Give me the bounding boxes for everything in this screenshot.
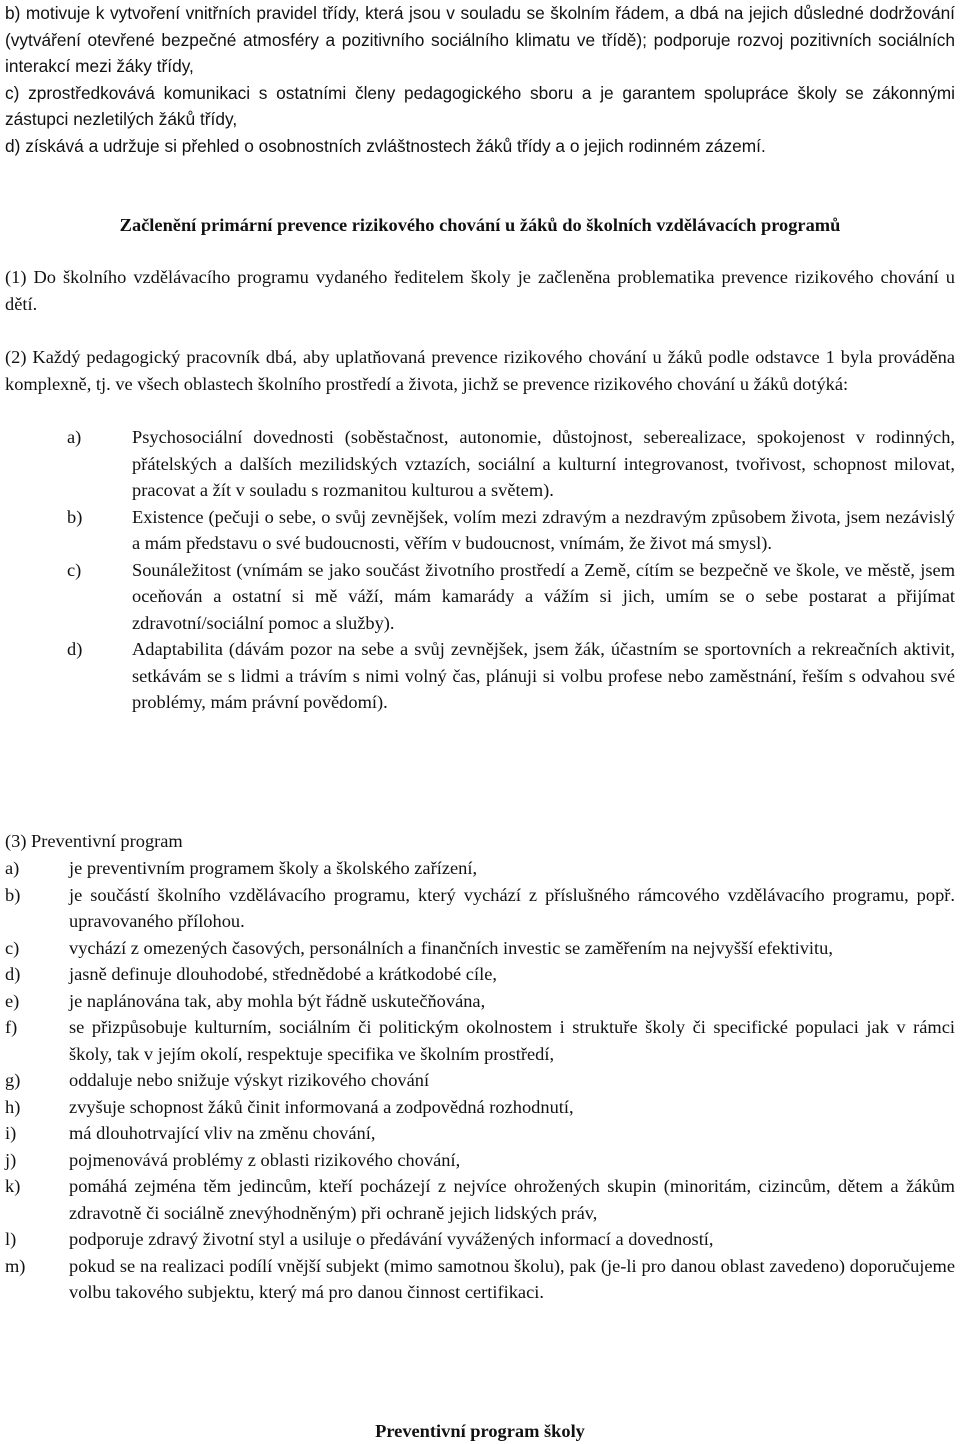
list-item-text: Adaptabilita (dávám pozor na sebe a svůj zevnějšek, jsem žák, účastním se sportovních a rekreačních aktivit, setkávám se s lidmi a trávím s nimi volný čas, plánuji si volbu profese nebo zaměstnání, řeším s odvahou své problémy, mám právní povědomí). — [132, 639, 955, 712]
list-marker: d) — [67, 639, 83, 659]
list-item-text: Sounáležitost (vnímám se jako součást životního prostředí a Země, cítím se bezpečně ve škole, ve městě, jsem oceňován a ostatní si mě váží, mám kamarády a vážím si jich, umím se o sebe postarat a přijímat zdravotní/sociální pomoc a služby). — [132, 559, 955, 633]
list-marker: k) — [5, 1176, 21, 1196]
list-marker: h) — [5, 1096, 21, 1117]
list-item — [5, 1147, 955, 1174]
psychosocial-list — [5, 424, 955, 716]
list-item — [5, 1014, 955, 1067]
paragraph-2: (2) Každý pedagogický pracovník dbá, aby uplatňovaná prevence rizikového chování u žáků podle odstavce 1 byla prováděna komplexně, tj. ve všech oblastech školního prostředí a života, jichž se prevence rizikového chování u žáků dotýká: — [5, 347, 955, 394]
list-marker: b) — [5, 3, 21, 23]
list-item-text: pojmenovává problémy z oblasti rizikového chování, — [69, 1149, 461, 1170]
paragraph-1: (1) Do školního vzdělávacího programu vydaného ředitelem školy je začleněna problematika prevence rizikového chování u dětí. — [5, 267, 955, 314]
list-marker: c) — [5, 82, 20, 103]
preventive-program-list — [5, 855, 955, 1306]
list-item-text: pokud se na realizaci podílí vnější subjekt (mimo samotnou školu), pak (je-li pro danou oblast zavedeno) doporučujeme volbu takového subjektu, který má pro danou činnost certifikaci. — [69, 1255, 955, 1302]
list-item-text: motivuje k vytvoření vnitřních pravidel třídy, která jsou v souladu se školním řádem, a dbá na jejich důsledné dodržování (vytváření otevřené bezpečné atmosféry a pozitivního sociálního klimatu ve třídě); podporuje rozvoj pozitivních sociálních interakcí mezi žáky třídy, — [5, 3, 955, 76]
list-marker: d) — [5, 964, 21, 984]
list-item-text: Existence (pečuji o sebe, o svůj zevnějšek, volím mezi zdravým a nezdravým způsobem života, jsem nezávislý a mám představu o své budoucnosti, věřím v budoucnost, vnímám, že život má smysl). — [132, 506, 955, 553]
list-marker: g) — [5, 1070, 21, 1090]
list-item — [5, 424, 955, 504]
list-item — [5, 1067, 955, 1094]
list-marker: c) — [67, 559, 82, 580]
list-item-text: oddaluje nebo snižuje výskyt rizikového chování — [69, 1070, 430, 1090]
list-item-text: pomáhá zejména těm jedincům, kteří pocházejí z nejvíce ohrožených skupin (minoritám, cizincům, dětem a žákům zdravotně či sociálně znevýhodněným) při ochraně jejich lidských práv, — [69, 1176, 955, 1223]
footer-heading: Preventivní program školy — [375, 1421, 585, 1441]
list-item-text: podporuje zdravý životní styl a usiluje o předávání vyvážených informací a dovedností, — [69, 1229, 714, 1249]
list-item-text: získává a udržuje si přehled o osobnostních zvláštnostech žáků třídy a o jejich rodinném zázemí. — [25, 135, 766, 156]
class-teacher-duties-list — [5, 0, 955, 159]
list-item — [5, 504, 955, 557]
list-item — [5, 557, 955, 637]
list-item-text: zprostředkovává komunikaci s ostatními členy pedagogického sboru a je garantem spolupráce školy se zákonnými zástupci nezletilých žáků třídy, — [5, 82, 955, 129]
list-item-text: je naplánována tak, aby mohla být řádně uskutečňována, — [69, 990, 486, 1011]
list-marker: b) — [5, 884, 21, 905]
list-item — [5, 0, 955, 80]
list-item — [5, 935, 955, 962]
list-marker: i) — [5, 1123, 17, 1143]
list-marker: a) — [5, 858, 20, 878]
list-marker: m) — [5, 1255, 26, 1276]
list-item — [5, 133, 955, 160]
list-item-text: vychází z omezených časových, personálních a finančních investic se zaměřením na nejvyšší efektivitu, — [69, 937, 833, 958]
paragraph-3-title: (3) Preventivní program — [5, 831, 183, 851]
list-item — [5, 1173, 955, 1226]
list-item-text: má dlouhotrvající vliv na změnu chování, — [69, 1123, 376, 1143]
list-item — [5, 988, 955, 1015]
list-item-text: jasně definuje dlouhodobé, střednědobé a krátkodobé cíle, — [69, 964, 497, 984]
list-item — [5, 882, 955, 935]
list-item-text: zvyšuje schopnost žáků činit informovaná a zodpovědná rozhodnutí, — [69, 1096, 574, 1117]
list-item — [5, 961, 955, 988]
list-item-text: je preventivním programem školy a školského zařízení, — [69, 858, 478, 878]
list-item — [5, 636, 955, 716]
list-item-text: je součástí školního vzdělávacího programu, který vychází z příslušného rámcového vzdělávacího programu, popř. upravovaného přílohou. — [69, 884, 955, 931]
list-marker: l) — [5, 1229, 17, 1249]
list-item — [5, 855, 955, 882]
list-marker: e) — [5, 990, 20, 1011]
list-item — [5, 1226, 955, 1253]
list-item — [5, 1253, 955, 1306]
list-marker: a) — [67, 427, 82, 447]
list-marker: j) — [5, 1149, 17, 1170]
list-marker: c) — [5, 937, 20, 958]
list-item — [5, 1094, 955, 1121]
list-marker: b) — [67, 506, 83, 527]
list-item-text: se přizpůsobuje kulturním, sociálním či politickým okolnostem i struktuře školy či specifické populaci jak v rámci školy, tak v jejím okolí, respektuje specifika ve školním prostředí, — [69, 1017, 955, 1064]
list-marker: d) — [5, 135, 21, 156]
list-item — [5, 1120, 955, 1147]
list-marker: f) — [5, 1017, 18, 1037]
list-item — [5, 80, 955, 133]
list-item-text: Psychosociální dovednosti (soběstačnost, autonomie, důstojnost, seberealizace, spokojenost v rodinných, přátelských a dalších mezilidských vztazích, sociální a kulturní integrovanost, tvořivost, schopnost milovat, pracovat a žít v souladu s rozmanitou kulturou a světem). — [132, 427, 955, 500]
section-heading: Začlenění primární prevence rizikového chování u žáků do školních vzdělávacích programů — [119, 215, 841, 235]
